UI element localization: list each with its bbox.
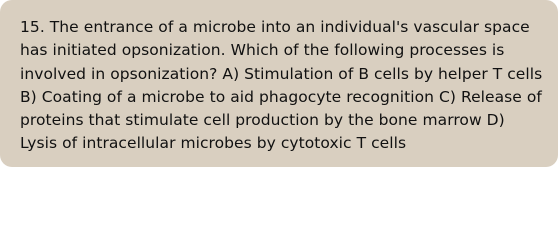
question-text: 15. The entrance of a microbe into an individual's vascular space has initiated opsonization. Which of the following processes is involved in opsonization? A) Stimulation of B cells by helper T cells B) Coating of a microbe to aid phagocyte recognition C) Release of proteins that stimulate cell production by the bone marrow D) Lysis of intracellular microbes by cytotoxic T cells <box>20 18 543 153</box>
